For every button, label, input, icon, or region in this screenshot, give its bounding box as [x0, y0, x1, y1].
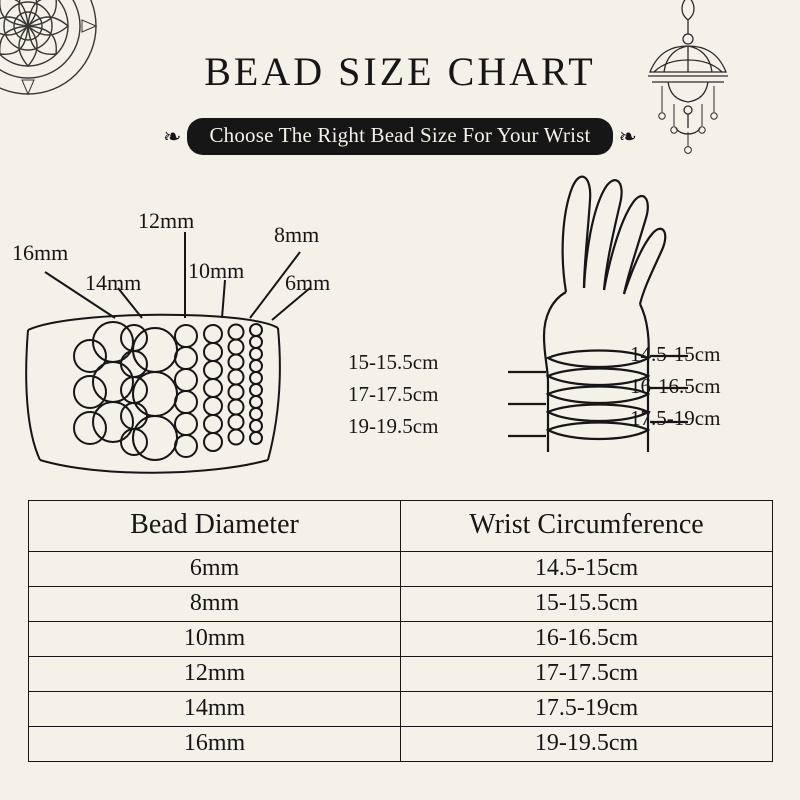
- page-title: BEAD SIZE CHART: [204, 49, 596, 94]
- cell-wrist-circumference: 19-19.5cm: [401, 727, 773, 762]
- cell-wrist-circumference: 14.5-15cm: [401, 552, 773, 587]
- cell-bead-diameter: 6mm: [29, 552, 401, 587]
- cell-bead-diameter: 12mm: [29, 657, 401, 692]
- subtitle-banner: [0, 118, 800, 155]
- bead-label-6mm: 6mm: [285, 270, 331, 295]
- table-row: [29, 692, 773, 727]
- cell-wrist-circumference: 16-16.5cm: [401, 622, 773, 657]
- bead-label-14mm: 14mm: [85, 270, 142, 295]
- bead-label-12mm: 12mm: [138, 208, 195, 233]
- bead-label-8mm: 8mm: [274, 222, 320, 247]
- cell-wrist-circumference: 15-15.5cm: [401, 587, 773, 622]
- bead-label-16mm: 16mm: [12, 240, 69, 265]
- wrist-label-right-3: 17.5-19cm: [630, 406, 721, 430]
- bead-size-table: [28, 500, 773, 762]
- wrist-label-left-2: 17-17.5cm: [348, 382, 439, 406]
- table-row: [29, 587, 773, 622]
- cell-bead-diameter: 8mm: [29, 587, 401, 622]
- diagram-area: [0, 160, 800, 490]
- table-row: [29, 657, 773, 692]
- table-header-wrist-circumference: Wrist Circumference: [401, 501, 773, 552]
- wrist-label-right-2: 16-16.5cm: [630, 374, 721, 398]
- wrist-label-right-1: 14.5-15cm: [630, 342, 721, 366]
- table-header-row: [29, 501, 773, 552]
- right-flourish-icon: ❧: [618, 123, 637, 149]
- cell-bead-diameter: 10mm: [29, 622, 401, 657]
- wrist-label-left-3: 19-19.5cm: [348, 414, 439, 438]
- table-row: [29, 622, 773, 657]
- table-header-bead-diameter: Bead Diameter: [29, 501, 401, 552]
- cell-bead-diameter: 14mm: [29, 692, 401, 727]
- cell-wrist-circumference: 17.5-19cm: [401, 692, 773, 727]
- left-flourish-icon: ❧: [163, 123, 182, 149]
- cell-bead-diameter: 16mm: [29, 727, 401, 762]
- bead-label-10mm: 10mm: [188, 258, 245, 283]
- table-row: [29, 552, 773, 587]
- cell-wrist-circumference: 17-17.5cm: [401, 657, 773, 692]
- table-row: [29, 727, 773, 762]
- subtitle-text: Choose The Right Bead Size For Your Wrist: [187, 118, 612, 155]
- wrist-label-left-1: 15-15.5cm: [348, 350, 439, 374]
